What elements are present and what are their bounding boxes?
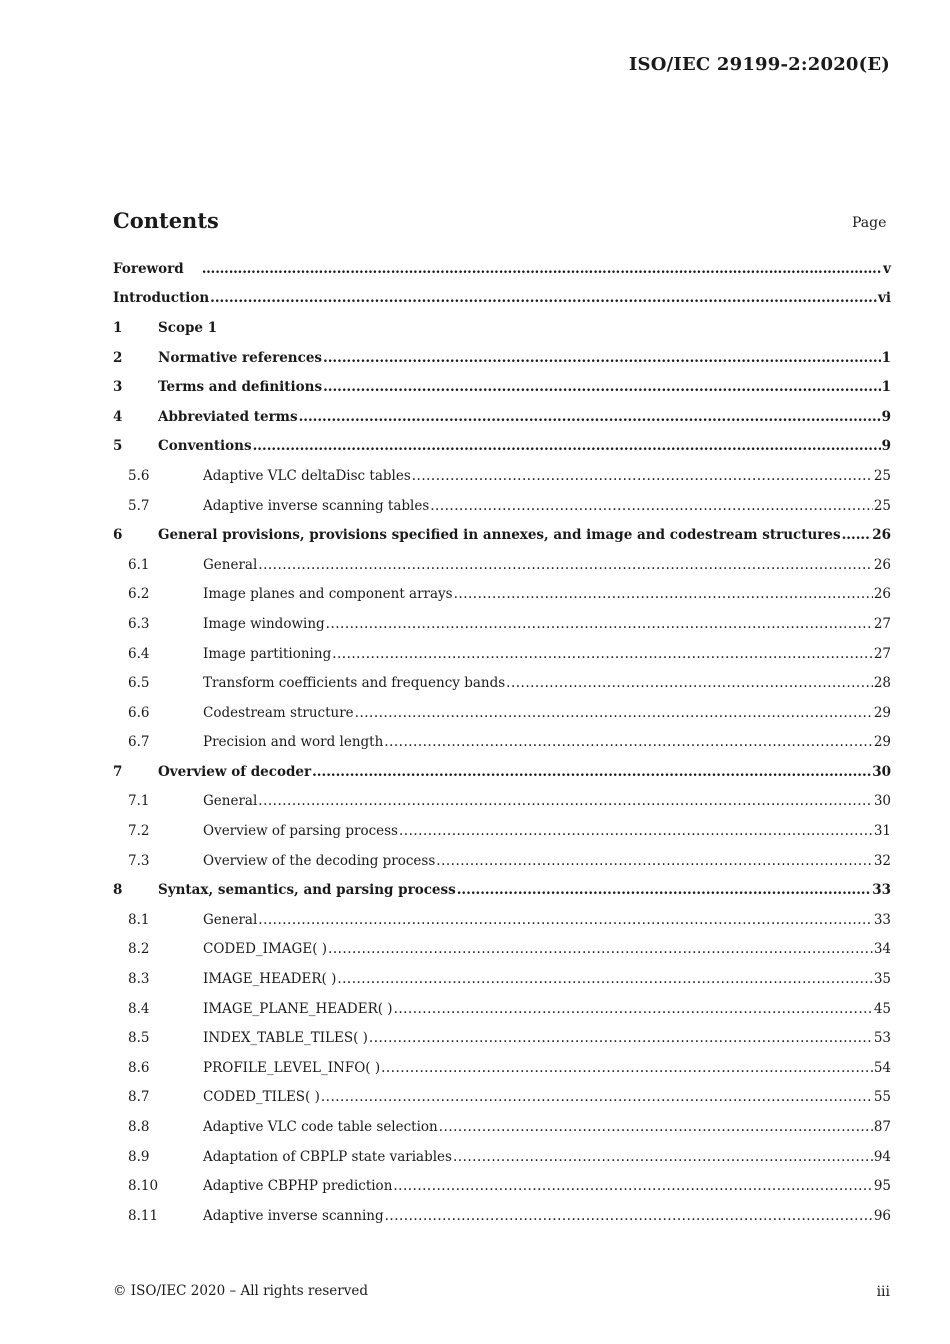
toc-entry-page: 34 (873, 941, 891, 958)
toc-entry-title: Abbreviated terms (158, 408, 298, 425)
toc-entry-title: Precision and word length (203, 734, 384, 751)
toc-leader-dots (384, 734, 873, 750)
toc-entry[interactable] (113, 520, 891, 550)
toc-entry-title: General (203, 556, 258, 573)
toc-entry[interactable] (113, 639, 891, 669)
toc-entry-title: Adaptation of CBPLP state variables (203, 1148, 452, 1165)
toc-leader-dots (454, 586, 873, 602)
toc-leader-dots (210, 290, 877, 306)
toc-leader-dots (258, 912, 873, 928)
toc-entry-page: 25 (873, 497, 891, 514)
toc-entry[interactable] (113, 550, 891, 580)
toc-entry-page: 1 (881, 379, 891, 396)
toc-entry[interactable] (113, 935, 891, 965)
toc-entry[interactable] (113, 816, 891, 846)
toc-entry[interactable] (113, 964, 891, 994)
toc-entry-number: 7.1 (128, 793, 150, 810)
toc-entry-page: 26 (873, 556, 891, 573)
toc-leader-dots (337, 971, 872, 987)
toc-entry[interactable] (113, 372, 891, 402)
toc-entry-title: Adaptive inverse scanning (203, 1207, 384, 1224)
toc-entry-number: 5 (113, 438, 123, 455)
toc-entry-page: 95 (873, 1178, 891, 1195)
toc-leader-dots (412, 468, 873, 484)
toc-leader-dots (332, 646, 873, 662)
toc-entry-page: 96 (873, 1207, 891, 1224)
toc-entry-title: Adaptive VLC deltaDisc tables (203, 467, 411, 484)
toc-entry[interactable] (113, 609, 891, 639)
toc-entry-title: Overview of parsing process (203, 823, 398, 840)
toc-entry-title: IMAGE_PLANE_HEADER( ) (203, 1000, 393, 1017)
toc-entry[interactable] (113, 1053, 891, 1083)
toc-entry-number: 6.3 (128, 615, 150, 632)
toc-entry-title: CODED_TILES( ) (203, 1089, 320, 1106)
toc-entry[interactable] (113, 905, 891, 935)
toc-entry-title: PROFILE_LEVEL_INFO( ) (203, 1059, 381, 1076)
toc-entry-title: Syntax, semantics, and parsing process (158, 882, 456, 899)
toc-entry-number: 7.3 (128, 852, 150, 869)
toc-entry-number: 7 (113, 763, 123, 780)
page-column-label: Page (852, 215, 887, 231)
toc-entry[interactable] (113, 757, 891, 787)
toc-entry-title: Image partitioning (203, 645, 332, 662)
toc-entry-page: 94 (873, 1148, 891, 1165)
toc-entry-page: 31 (873, 823, 891, 840)
toc-entry[interactable] (113, 1142, 891, 1172)
toc-entry-number: 7.2 (128, 823, 150, 840)
toc-entry-number: 8.3 (128, 971, 150, 988)
toc-leader-dots (253, 438, 881, 454)
toc-entry-title: Adaptive inverse scanning tables (203, 497, 430, 514)
toc-leader-dots (312, 764, 871, 780)
toc-entry-page: v (883, 260, 891, 277)
toc-entry[interactable] (113, 1171, 891, 1201)
toc-entry-title: Conventions (158, 438, 252, 455)
toc-leader-dots (399, 823, 873, 839)
toc-entry-page: 33 (872, 882, 891, 899)
toc-entry-page: 27 (873, 615, 891, 632)
toc-entry[interactable] (113, 1083, 891, 1113)
toc-entry-number: 8.11 (128, 1207, 159, 1224)
toc-entry-page: 25 (873, 467, 891, 484)
toc-entry-number: 4 (113, 408, 123, 425)
toc-entry-title: General (203, 911, 258, 928)
toc-leader-dots (439, 1119, 873, 1135)
toc-leader-dots (394, 1001, 873, 1017)
toc-entry-page: 30 (873, 793, 891, 810)
toc-leader-dots (323, 379, 881, 395)
toc-entry-title: Scope 1 (158, 319, 218, 336)
toc-leader-dots (842, 527, 872, 543)
toc-entry-number: 5.6 (128, 467, 150, 484)
toc-entry[interactable] (113, 698, 891, 728)
page-number: iii (876, 1284, 890, 1300)
toc-entry-title: Transform coefficients and frequency bands (203, 675, 506, 692)
toc-entry-page: 9 (881, 438, 891, 455)
toc-entry[interactable] (113, 846, 891, 876)
toc-entry-title: General (203, 793, 258, 810)
toc-entry-page: 9 (881, 408, 891, 425)
toc-entry-number: 8.1 (128, 911, 150, 928)
toc-entry[interactable] (113, 254, 891, 284)
toc-entry-page: 35 (873, 971, 891, 988)
toc-leader-dots (453, 1149, 873, 1165)
toc-leader-dots (202, 261, 882, 277)
toc-entry[interactable] (113, 668, 891, 698)
toc-entry[interactable] (113, 432, 891, 462)
toc-entry-title: Overview of the decoding process (203, 852, 436, 869)
toc-entry-number: 8.9 (128, 1148, 150, 1165)
toc-entry-number: 6.2 (128, 586, 150, 603)
toc-leader-dots (355, 705, 873, 721)
toc-leader-dots (299, 409, 881, 425)
toc-entry-page: 54 (873, 1059, 891, 1076)
toc-entry-number: 8 (113, 882, 123, 899)
toc-entry-number: 5.7 (128, 497, 150, 514)
toc-entry-page: 30 (872, 763, 891, 780)
toc-entry-title: General provisions, provisions specified in annexes, and image and codestream structures (158, 527, 841, 544)
toc-entry[interactable] (113, 402, 891, 432)
toc-entry[interactable] (113, 728, 891, 758)
toc-entry-page: 29 (873, 734, 891, 751)
toc-entry-number: 8.6 (128, 1059, 150, 1076)
toc-entry-page: 26 (872, 527, 891, 544)
toc-entry-page: 32 (873, 852, 891, 869)
toc-entry-page: 55 (873, 1089, 891, 1106)
toc-entry-number: 8.2 (128, 941, 150, 958)
toc-entry-page: 45 (873, 1000, 891, 1017)
toc-entry-title: CODED_IMAGE( ) (203, 941, 328, 958)
copyright-footer: © ISO/IEC 2020 – All rights reserved (113, 1283, 368, 1299)
toc-leader-dots (258, 557, 873, 573)
toc-entry-title: Terms and definitions (158, 379, 323, 396)
toc-entry-number: Foreword (113, 260, 184, 277)
toc-entry-page: 33 (873, 911, 891, 928)
toc-entry-number: 8.5 (128, 1030, 150, 1047)
toc-entry-number: Introduction (113, 290, 210, 307)
toc-entry[interactable] (113, 787, 891, 817)
toc-entry-number: 2 (113, 349, 123, 366)
toc-entry-page: 26 (873, 586, 891, 603)
toc-entry[interactable] (113, 1112, 891, 1142)
toc-leader-dots (436, 853, 873, 869)
toc-leader-dots (326, 616, 873, 632)
toc-entry-page: 28 (873, 675, 891, 692)
toc-entry-page: 1 (881, 349, 891, 366)
toc-leader-dots (393, 1178, 872, 1194)
toc-entry-number: 6.7 (128, 734, 150, 751)
toc-entry-number: 8.8 (128, 1119, 150, 1136)
toc-entry-number: 6.5 (128, 675, 150, 692)
toc-leader-dots (381, 1060, 873, 1076)
toc-entry-page: 27 (873, 645, 891, 662)
toc-entry[interactable] (113, 313, 891, 343)
toc-entry[interactable] (113, 875, 891, 905)
toc-entry-number: 6.1 (128, 556, 150, 573)
toc-entry-title: Codestream structure (203, 704, 354, 721)
toc-entry-number: 3 (113, 379, 123, 396)
toc-entry-page: 29 (873, 704, 891, 721)
toc-entry[interactable] (113, 994, 891, 1024)
toc-entry-number: 6 (113, 527, 123, 544)
toc-entry[interactable] (113, 1201, 891, 1231)
toc-entry[interactable] (113, 1023, 891, 1053)
toc-leader-dots (457, 882, 871, 898)
toc-entry-page: 53 (873, 1030, 891, 1047)
table-of-contents (113, 254, 891, 1231)
toc-leader-dots (321, 1089, 873, 1105)
toc-entry-title: Adaptive CBPHP prediction (203, 1178, 393, 1195)
contents-heading: Contents (113, 208, 219, 233)
toc-leader-dots (430, 498, 873, 514)
toc-entry-title: Adaptive VLC code table selection (203, 1119, 438, 1136)
toc-entry-page: 87 (873, 1119, 891, 1136)
toc-entry[interactable] (113, 461, 891, 491)
toc-entry-number: 8.7 (128, 1089, 150, 1106)
document-id-header: ISO/IEC 29199-2:2020(E) (628, 54, 890, 75)
toc-entry-number: 8.4 (128, 1000, 150, 1017)
toc-entry-title: INDEX_TABLE_TILES( ) (203, 1030, 368, 1047)
toc-entry[interactable] (113, 284, 891, 314)
toc-entry-number: 8.10 (128, 1178, 159, 1195)
toc-leader-dots (369, 1030, 873, 1046)
toc-entry[interactable] (113, 580, 891, 610)
toc-entry-title: Image planes and component arrays (203, 586, 453, 603)
toc-leader-dots (258, 793, 873, 809)
toc-entry[interactable] (113, 491, 891, 521)
toc-entry-title: Overview of decoder (158, 763, 312, 780)
toc-leader-dots (385, 1208, 873, 1224)
toc-entry-number: 1 (113, 319, 123, 336)
toc-entry-number: 6.4 (128, 645, 150, 662)
toc-entry-title: IMAGE_HEADER( ) (203, 971, 337, 988)
toc-entry[interactable] (113, 343, 891, 373)
toc-leader-dots (323, 350, 881, 366)
toc-entry-number: 6.6 (128, 704, 150, 721)
toc-entry-page: vi (878, 290, 891, 307)
toc-leader-dots (328, 941, 873, 957)
toc-leader-dots (506, 675, 873, 691)
toc-entry-title: Image windowing (203, 615, 325, 632)
toc-entry-title: Normative references (158, 349, 323, 366)
